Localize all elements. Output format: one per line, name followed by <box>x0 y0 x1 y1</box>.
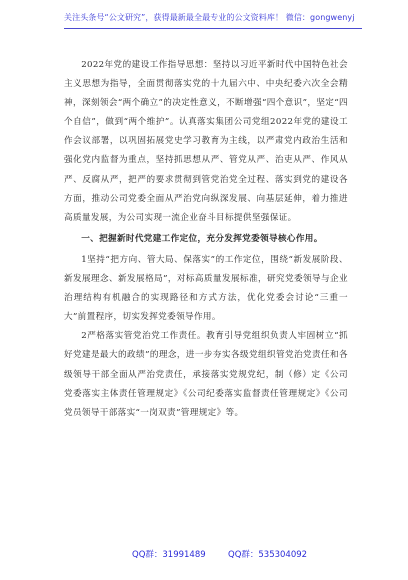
page-footer <box>0 548 408 568</box>
document-body <box>64 56 348 423</box>
paragraph-item-1: 1坚持“把方向、管大局、保落实”的工作定位，围绕“新发展阶段、新发展理念、新发展格局”，对标高质量发展标准，研究党委领导与企业治理结构有机融合的实现路径和方式方法，优化党委会讨论“三重一大”前置程序，切实发挥党委领导作用。 <box>64 254 348 323</box>
paragraph-guiding-ideology: 2022年党的建设工作指导思想：坚持以习近平新时代中国特色社会主义思想为指导，全面贯彻落实党的十九届六中、中央纪委六次全会精神，深刻领会“两个确立”的决定性意义，不断增强“四个意识”，坚定“四个自信”，做到“两个维护”。认真落实集团公司党组2022年党的建设工作会议部署，以巩固拓展党史学习教育为主线，以严肃党内政治生活和强化党内监督为重点，坚持抓思想从严、管党从严、治吏从严、作风从严、反腐从严，把严的要求贯彻到管党治党全过程、落实到党的建设各方面，推动公司党委全面从严治党向纵深发展、向基层延伸，着力推进高质量发展，为公司实现一流企业奋斗目标提供坚强保证。 <box>64 60 348 223</box>
paragraph-item-2: 2严格落实管党治党工作责任。教育引导党组织负责人牢固树立“抓好党建是最大的政绩”的理念，进一步夯实各级党组织管党治党责任和各级领导干部全面从严治党责任，承接落实党规党纪，制（修）定《公司党委落实主体责任管理规定》《公司纪委落实监督责任管理规定》《公司党员领导干部落实“一岗双责”管理规定》等。 <box>64 331 348 418</box>
header-promo-text: 关注头条号“公文研究”，获得最新最全最专业的公文资料库！ 微信：gongwenyj <box>64 13 355 22</box>
section-heading: 一、把握新时代党建工作定位，充分发挥党委领导核心作用。 <box>81 233 323 244</box>
footer-qq-group-2: QQ群：535304092 <box>228 550 308 560</box>
page-header <box>0 2 408 48</box>
footer-qq-group-1: QQ群：31991489 <box>132 550 206 560</box>
header-divider <box>64 28 362 29</box>
